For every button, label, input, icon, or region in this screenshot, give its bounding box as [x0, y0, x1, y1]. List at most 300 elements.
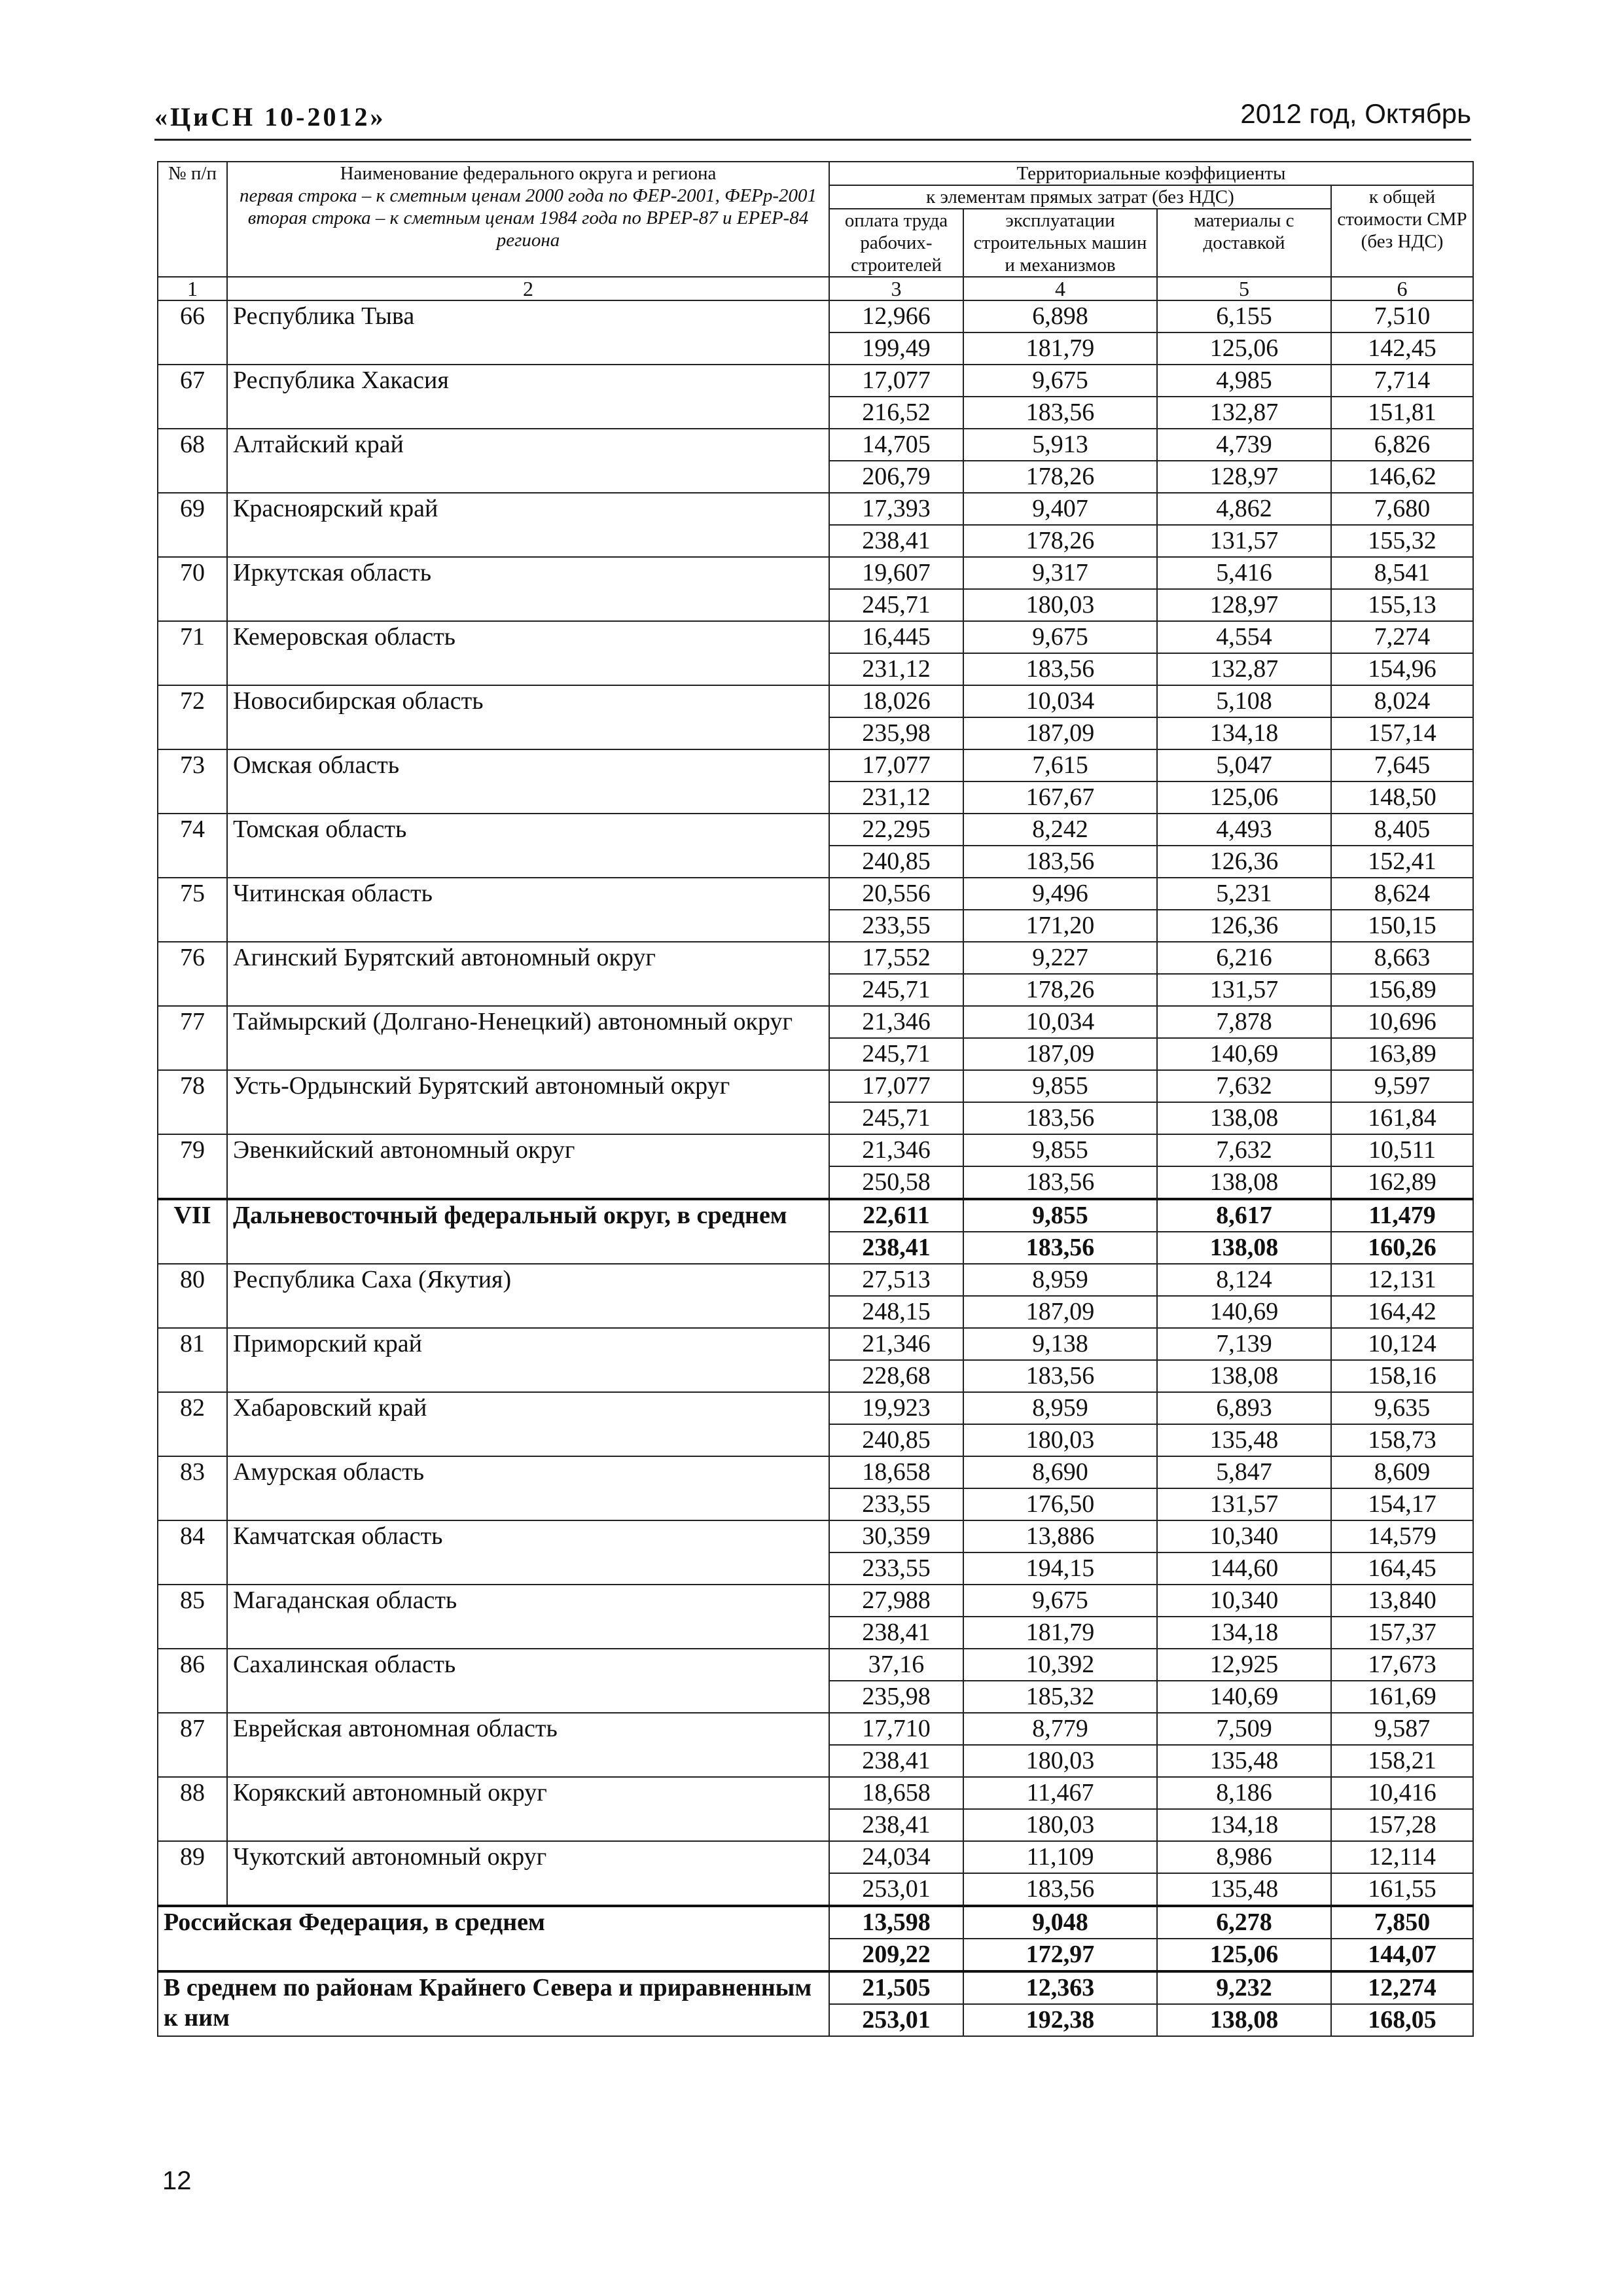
- coef-1984: 135,48: [1157, 1424, 1331, 1456]
- table-row: [158, 1328, 1473, 1360]
- coef-1984: 125,06: [1157, 332, 1331, 365]
- coef-2000: 27,513: [829, 1264, 963, 1296]
- coef-1984: 183,56: [963, 397, 1157, 429]
- column-number: 1: [158, 277, 227, 300]
- coef-2000: 16,445: [829, 621, 963, 653]
- coef-1984: 146,62: [1331, 461, 1473, 493]
- coef-1984: 152,41: [1331, 846, 1473, 878]
- region-name: Магаданская область: [227, 1585, 829, 1649]
- coef-2000: 12,131: [1331, 1264, 1473, 1296]
- row-number: 85: [158, 1585, 227, 1649]
- coef-1984: 140,69: [1157, 1681, 1331, 1713]
- coef-2000: 10,416: [1331, 1777, 1473, 1809]
- row-number: 86: [158, 1649, 227, 1713]
- coef-2000: 9,675: [963, 621, 1157, 653]
- coef-1984: 155,13: [1331, 589, 1473, 621]
- coef-2000: 9,855: [963, 1199, 1157, 1232]
- coef-2000: 11,467: [963, 1777, 1157, 1809]
- table-row: [158, 1456, 1473, 1488]
- coef-2000: 7,509: [1157, 1713, 1331, 1745]
- coef-1984: 231,12: [829, 653, 963, 685]
- coef-1984: 140,69: [1157, 1038, 1331, 1070]
- coef-1984: 161,55: [1331, 1873, 1473, 1906]
- coef-1984: 125,06: [1157, 781, 1331, 814]
- coef-2000: 6,216: [1157, 942, 1331, 974]
- summary-name: В среднем по районам Крайнего Севера и приравненным к ним: [158, 1971, 829, 2036]
- coef-1984: 132,87: [1157, 397, 1331, 429]
- coef-1984: 140,69: [1157, 1296, 1331, 1328]
- coef-1984: 158,16: [1331, 1360, 1473, 1392]
- coef-2000: 9,317: [963, 557, 1157, 589]
- coef-1984: 187,09: [963, 1296, 1157, 1328]
- header-materials: материалы с доставкой: [1157, 209, 1331, 277]
- coef-1984: 157,37: [1331, 1617, 1473, 1649]
- coef-2000: 22,295: [829, 814, 963, 846]
- row-number: 74: [158, 814, 227, 878]
- header-name-first-line: первая строка – к сметным ценам 2000 года по ФЕР-2001, ФЕРр-2001: [240, 185, 817, 206]
- table-row: [158, 557, 1473, 589]
- column-number: 4: [963, 277, 1157, 300]
- row-number: 79: [158, 1134, 227, 1199]
- coef-2000: 9,048: [963, 1906, 1157, 1939]
- coef-1984: 240,85: [829, 1424, 963, 1456]
- coef-2000: 8,617: [1157, 1199, 1331, 1232]
- table-row: [158, 1264, 1473, 1296]
- table-row: [158, 1199, 1473, 1232]
- region-name: Дальневосточный федеральный округ, в среднем: [227, 1199, 829, 1264]
- coef-1984: 238,41: [829, 525, 963, 557]
- row-number: 88: [158, 1777, 227, 1841]
- coef-1984: 154,17: [1331, 1488, 1473, 1520]
- header-name-second-line: вторая строка – к сметным ценам 1984 года по ВРЕР-87 и ЕРЕР-84 региона: [247, 207, 809, 251]
- coef-1984: 157,28: [1331, 1809, 1473, 1841]
- coef-1984: 216,52: [829, 397, 963, 429]
- coef-1984: 206,79: [829, 461, 963, 493]
- coef-1984: 125,06: [1157, 1939, 1331, 1971]
- coef-1984: 163,89: [1331, 1038, 1473, 1070]
- row-number: 82: [158, 1392, 227, 1456]
- table-row: [158, 1134, 1473, 1166]
- coef-2000: 7,632: [1157, 1070, 1331, 1102]
- coef-1984: 209,22: [829, 1939, 963, 1971]
- coef-1984: 183,56: [963, 1232, 1157, 1264]
- region-name: Агинский Бурятский автономный округ: [227, 942, 829, 1006]
- region-name: Республика Тыва: [227, 300, 829, 365]
- table-row: [158, 621, 1473, 653]
- coef-2000: 10,696: [1331, 1006, 1473, 1038]
- coef-1984: 178,26: [963, 525, 1157, 557]
- table-row: [158, 1070, 1473, 1102]
- coef-1984: 142,45: [1331, 332, 1473, 365]
- coef-1984: 161,84: [1331, 1102, 1473, 1134]
- coef-1984: 240,85: [829, 846, 963, 878]
- coef-1984: 131,57: [1157, 525, 1331, 557]
- coef-2000: 9,232: [1157, 1971, 1331, 2004]
- coef-2000: 8,986: [1157, 1841, 1331, 1873]
- coef-1984: 183,56: [963, 1102, 1157, 1134]
- coef-2000: 10,034: [963, 685, 1157, 717]
- region-name: Алтайский край: [227, 429, 829, 493]
- coef-2000: 17,710: [829, 1713, 963, 1745]
- region-name: Сахалинская область: [227, 1649, 829, 1713]
- table-row: [158, 1392, 1473, 1424]
- header-number: № п/п: [158, 162, 227, 277]
- coef-2000: 9,138: [963, 1328, 1157, 1360]
- table-row: [158, 1649, 1473, 1681]
- coef-2000: 12,274: [1331, 1971, 1473, 2004]
- page-number: 12: [162, 2166, 192, 2195]
- coef-1984: 253,01: [829, 2004, 963, 2036]
- coef-1984: 180,03: [963, 1745, 1157, 1777]
- header-labor: оплата труда рабочих-строителей: [829, 209, 963, 277]
- column-number: 3: [829, 277, 963, 300]
- coef-2000: 10,340: [1157, 1520, 1331, 1552]
- coef-2000: 8,124: [1157, 1264, 1331, 1296]
- coef-1984: 164,45: [1331, 1552, 1473, 1585]
- coef-2000: 7,274: [1331, 621, 1473, 653]
- coef-2000: 7,878: [1157, 1006, 1331, 1038]
- coef-2000: 11,479: [1331, 1199, 1473, 1232]
- coef-2000: 14,705: [829, 429, 963, 461]
- coef-1984: 183,56: [963, 1360, 1157, 1392]
- coef-1984: 144,60: [1157, 1552, 1331, 1585]
- row-number: 84: [158, 1520, 227, 1585]
- coef-1984: 250,58: [829, 1166, 963, 1199]
- region-name: Чукотский автономный округ: [227, 1841, 829, 1906]
- coef-1984: 233,55: [829, 910, 963, 942]
- coef-2000: 8,242: [963, 814, 1157, 846]
- coef-1984: 235,98: [829, 1681, 963, 1713]
- coef-2000: 4,985: [1157, 365, 1331, 397]
- row-number: 66: [158, 300, 227, 365]
- coef-2000: 9,227: [963, 942, 1157, 974]
- region-name: Приморский край: [227, 1328, 829, 1392]
- coef-2000: 7,139: [1157, 1328, 1331, 1360]
- coef-2000: 4,862: [1157, 493, 1331, 525]
- row-number: 67: [158, 365, 227, 429]
- coef-2000: 18,658: [829, 1456, 963, 1488]
- table-row: [158, 1006, 1473, 1038]
- coef-1984: 181,79: [963, 332, 1157, 365]
- row-number: 75: [158, 878, 227, 942]
- header-coefficients: Территориальные коэффициенты: [829, 162, 1473, 185]
- coef-1984: 245,71: [829, 589, 963, 621]
- table-row: [158, 365, 1473, 397]
- region-name: Усть-Ордынский Бурятский автономный округ: [227, 1070, 829, 1134]
- coef-1984: 248,15: [829, 1296, 963, 1328]
- coef-2000: 5,231: [1157, 878, 1331, 910]
- row-number: 87: [158, 1713, 227, 1777]
- coef-2000: 8,663: [1331, 942, 1473, 974]
- table-row: [158, 814, 1473, 846]
- coef-1984: 138,08: [1157, 1232, 1331, 1264]
- coef-2000: 20,556: [829, 878, 963, 910]
- coef-2000: 17,077: [829, 365, 963, 397]
- coef-2000: 27,988: [829, 1585, 963, 1617]
- coef-2000: 17,077: [829, 749, 963, 781]
- coef-2000: 13,886: [963, 1520, 1157, 1552]
- coef-1984: 176,50: [963, 1488, 1157, 1520]
- coef-1984: 135,48: [1157, 1873, 1331, 1906]
- document-date: 2012 год, Октябрь: [1240, 98, 1471, 129]
- coef-2000: 30,359: [829, 1520, 963, 1552]
- coef-2000: 13,598: [829, 1906, 963, 1939]
- row-number: 89: [158, 1841, 227, 1906]
- coef-1984: 228,68: [829, 1360, 963, 1392]
- row-number: 77: [158, 1006, 227, 1070]
- coef-2000: 18,658: [829, 1777, 963, 1809]
- coef-1984: 126,36: [1157, 910, 1331, 942]
- coef-2000: 12,363: [963, 1971, 1157, 2004]
- coef-2000: 7,510: [1331, 300, 1473, 332]
- coef-1984: 128,97: [1157, 589, 1331, 621]
- coef-2000: 17,077: [829, 1070, 963, 1102]
- coef-1984: 138,08: [1157, 1360, 1331, 1392]
- column-numbers-row: [158, 277, 1473, 300]
- coef-1984: 183,56: [963, 1873, 1157, 1906]
- row-number: 72: [158, 685, 227, 749]
- coef-1984: 187,09: [963, 717, 1157, 749]
- table-row: [158, 942, 1473, 974]
- header-elements: к элементам прямых затрат (без НДС): [829, 185, 1331, 209]
- coef-1984: 131,57: [1157, 974, 1331, 1006]
- table-row: [158, 685, 1473, 717]
- coef-1984: 194,15: [963, 1552, 1157, 1585]
- coef-1984: 180,03: [963, 1424, 1157, 1456]
- region-name: Еврейская автономная область: [227, 1713, 829, 1777]
- coef-1984: 238,41: [829, 1809, 963, 1841]
- coef-1984: 178,26: [963, 974, 1157, 1006]
- region-name: Томская область: [227, 814, 829, 878]
- coef-2000: 8,609: [1331, 1456, 1473, 1488]
- coef-1984: 134,18: [1157, 1809, 1331, 1841]
- coef-2000: 21,505: [829, 1971, 963, 2004]
- coef-1984: 150,15: [1331, 910, 1473, 942]
- coef-1984: 183,56: [963, 653, 1157, 685]
- coef-2000: 14,579: [1331, 1520, 1473, 1552]
- region-name: Эвенкийский автономный округ: [227, 1134, 829, 1199]
- coef-1984: 245,71: [829, 974, 963, 1006]
- coef-1984: 160,26: [1331, 1232, 1473, 1264]
- row-number: 80: [158, 1264, 227, 1328]
- coef-2000: 9,635: [1331, 1392, 1473, 1424]
- coef-2000: 21,346: [829, 1134, 963, 1166]
- coef-2000: 10,392: [963, 1649, 1157, 1681]
- coef-2000: 22,611: [829, 1199, 963, 1232]
- coef-1984: 183,56: [963, 1166, 1157, 1199]
- coefficients-table: [157, 161, 1474, 2037]
- coef-2000: 7,645: [1331, 749, 1473, 781]
- coef-2000: 8,959: [963, 1392, 1157, 1424]
- region-name: Камчатская область: [227, 1520, 829, 1585]
- table-row: [158, 1713, 1473, 1745]
- header-rule: [154, 139, 1471, 141]
- coef-2000: 5,416: [1157, 557, 1331, 589]
- table-row: [158, 1777, 1473, 1809]
- coef-1984: 178,26: [963, 461, 1157, 493]
- header-name: [227, 162, 829, 277]
- coef-1984: 151,81: [1331, 397, 1473, 429]
- coef-2000: 7,615: [963, 749, 1157, 781]
- coef-2000: 5,847: [1157, 1456, 1331, 1488]
- region-name: Амурская область: [227, 1456, 829, 1520]
- coef-2000: 12,966: [829, 300, 963, 332]
- row-number: 81: [158, 1328, 227, 1392]
- coef-1984: 155,32: [1331, 525, 1473, 557]
- coef-1984: 245,71: [829, 1102, 963, 1134]
- region-name: Кемеровская область: [227, 621, 829, 685]
- table-row: [158, 1971, 1473, 2004]
- coef-2000: 7,680: [1331, 493, 1473, 525]
- region-name: Иркутская область: [227, 557, 829, 621]
- coef-1984: 161,69: [1331, 1681, 1473, 1713]
- header-name-title: Наименование федерального округа и региона: [340, 163, 717, 184]
- coef-2000: 8,690: [963, 1456, 1157, 1488]
- coef-2000: 10,034: [963, 1006, 1157, 1038]
- coef-1984: 171,20: [963, 910, 1157, 942]
- coef-2000: 8,024: [1331, 685, 1473, 717]
- coef-2000: 6,898: [963, 300, 1157, 332]
- coef-2000: 9,675: [963, 365, 1157, 397]
- table-row: [158, 493, 1473, 525]
- coef-1984: 154,96: [1331, 653, 1473, 685]
- table-row: [158, 1906, 1473, 1939]
- coef-1984: 168,05: [1331, 2004, 1473, 2036]
- table-row: [158, 429, 1473, 461]
- coef-1984: 128,97: [1157, 461, 1331, 493]
- coef-1984: 238,41: [829, 1232, 963, 1264]
- coef-1984: 253,01: [829, 1873, 963, 1906]
- coef-1984: 231,12: [829, 781, 963, 814]
- coef-2000: 9,855: [963, 1134, 1157, 1166]
- coef-2000: 9,675: [963, 1585, 1157, 1617]
- summary-name: Российская Федерация, в среднем: [158, 1906, 829, 1971]
- coef-2000: 6,278: [1157, 1906, 1331, 1939]
- header-machines: эксплуатации строительных машин и механизмов: [963, 209, 1157, 277]
- region-name: Корякский автономный округ: [227, 1777, 829, 1841]
- row-number: 83: [158, 1456, 227, 1520]
- coef-2000: 11,109: [963, 1841, 1157, 1873]
- coef-2000: 7,632: [1157, 1134, 1331, 1166]
- region-name: Омская область: [227, 749, 829, 814]
- coef-1984: 138,08: [1157, 2004, 1331, 2036]
- coef-2000: 8,779: [963, 1713, 1157, 1745]
- region-name: Республика Саха (Якутия): [227, 1264, 829, 1328]
- coef-1984: 180,03: [963, 589, 1157, 621]
- coef-2000: 8,405: [1331, 814, 1473, 846]
- coef-1984: 134,18: [1157, 1617, 1331, 1649]
- coef-1984: 164,42: [1331, 1296, 1473, 1328]
- table-row: [158, 300, 1473, 332]
- coef-1984: 245,71: [829, 1038, 963, 1070]
- coef-1984: 183,56: [963, 846, 1157, 878]
- coef-1984: 235,98: [829, 717, 963, 749]
- coef-2000: 12,114: [1331, 1841, 1473, 1873]
- coef-1984: 158,73: [1331, 1424, 1473, 1456]
- region-name: Новосибирская область: [227, 685, 829, 749]
- coef-1984: 181,79: [963, 1617, 1157, 1649]
- coef-1984: 238,41: [829, 1617, 963, 1649]
- coef-2000: 17,393: [829, 493, 963, 525]
- coef-2000: 9,407: [963, 493, 1157, 525]
- coef-1984: 134,18: [1157, 717, 1331, 749]
- row-number: 73: [158, 749, 227, 814]
- coef-1984: 158,21: [1331, 1745, 1473, 1777]
- coef-1984: 185,32: [963, 1681, 1157, 1713]
- coef-2000: 21,346: [829, 1006, 963, 1038]
- column-number: 6: [1331, 277, 1473, 300]
- region-name: Читинская область: [227, 878, 829, 942]
- coef-1984: 148,50: [1331, 781, 1473, 814]
- row-number: 78: [158, 1070, 227, 1134]
- coef-2000: 19,923: [829, 1392, 963, 1424]
- coef-2000: 9,597: [1331, 1070, 1473, 1102]
- coef-1984: 157,14: [1331, 717, 1473, 749]
- coef-2000: 4,554: [1157, 621, 1331, 653]
- coef-1984: 162,89: [1331, 1166, 1473, 1199]
- coef-1984: 233,55: [829, 1488, 963, 1520]
- coef-2000: 12,925: [1157, 1649, 1331, 1681]
- coef-1984: 187,09: [963, 1038, 1157, 1070]
- coef-2000: 6,826: [1331, 429, 1473, 461]
- coef-1984: 132,87: [1157, 653, 1331, 685]
- coef-1984: 238,41: [829, 1745, 963, 1777]
- table-row: [158, 878, 1473, 910]
- coef-2000: 10,340: [1157, 1585, 1331, 1617]
- coef-2000: 10,511: [1331, 1134, 1473, 1166]
- table-row: [158, 1585, 1473, 1617]
- region-name: Таймырский (Долгано-Ненецкий) автономный округ: [227, 1006, 829, 1070]
- coef-1984: 126,36: [1157, 846, 1331, 878]
- coef-1984: 233,55: [829, 1552, 963, 1585]
- row-number: 68: [158, 429, 227, 493]
- coef-2000: 6,893: [1157, 1392, 1331, 1424]
- row-number: 76: [158, 942, 227, 1006]
- region-name: Республика Хакасия: [227, 365, 829, 429]
- header-row-1: [158, 162, 1473, 185]
- coef-2000: 8,624: [1331, 878, 1473, 910]
- coef-2000: 9,587: [1331, 1713, 1473, 1745]
- coef-1984: 180,03: [963, 1809, 1157, 1841]
- row-number: 70: [158, 557, 227, 621]
- coef-2000: 37,16: [829, 1649, 963, 1681]
- coef-2000: 18,026: [829, 685, 963, 717]
- region-name: Хабаровский край: [227, 1392, 829, 1456]
- coef-1984: 192,38: [963, 2004, 1157, 2036]
- coef-2000: 6,155: [1157, 300, 1331, 332]
- coef-1984: 199,49: [829, 332, 963, 365]
- coef-2000: 5,913: [963, 429, 1157, 461]
- coef-1984: 172,97: [963, 1939, 1157, 1971]
- table-row: [158, 1841, 1473, 1873]
- coef-2000: 4,493: [1157, 814, 1331, 846]
- row-number: 69: [158, 493, 227, 557]
- coef-2000: 10,124: [1331, 1328, 1473, 1360]
- region-name: Красноярский край: [227, 493, 829, 557]
- coef-2000: 17,673: [1331, 1649, 1473, 1681]
- coef-1984: 138,08: [1157, 1102, 1331, 1134]
- row-number: 71: [158, 621, 227, 685]
- column-number: 2: [227, 277, 829, 300]
- coef-1984: 144,07: [1331, 1939, 1473, 1971]
- coef-2000: 24,034: [829, 1841, 963, 1873]
- table-row: [158, 749, 1473, 781]
- document-code: «ЦиСН 10-2012»: [154, 102, 386, 132]
- table-row: [158, 1520, 1473, 1552]
- coef-2000: 5,047: [1157, 749, 1331, 781]
- coef-2000: 19,607: [829, 557, 963, 589]
- coef-2000: 21,346: [829, 1328, 963, 1360]
